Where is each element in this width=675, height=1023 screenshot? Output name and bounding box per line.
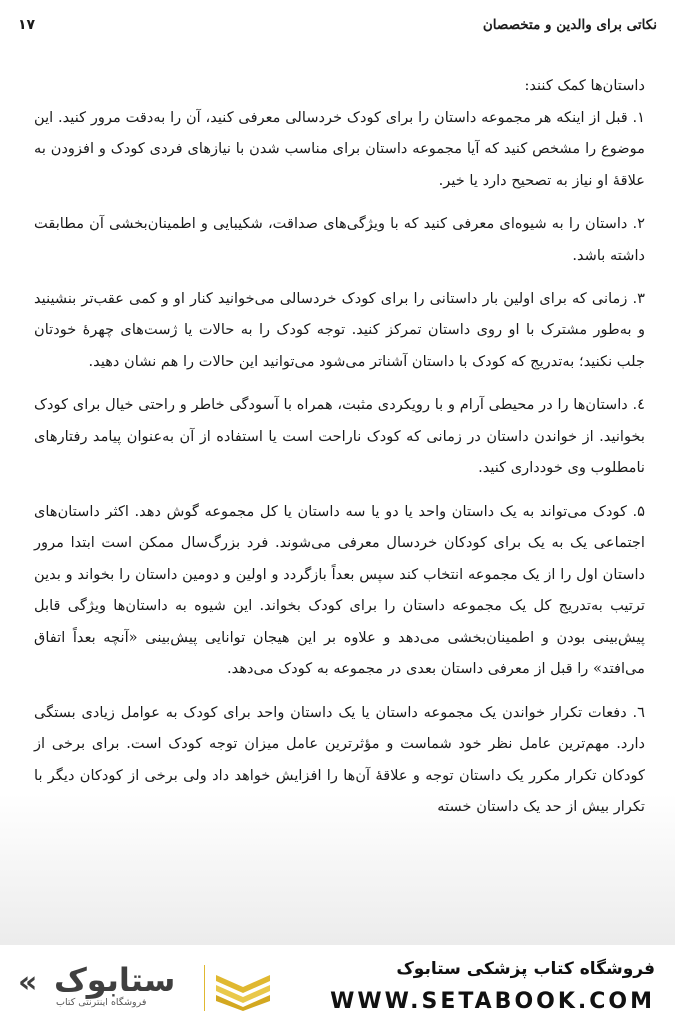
item-text: دفعات تکرار خواندن یک مجموعه داستان یا یک داستان واحد برای کودک به عوامل زیادی بستگی دارد. مهم‌ترین عامل نظر خود شماست و مؤثرترین عامل میزان توجه کودک است. برای برخی از کودکان تکرار مکرر یک داستان توجه و علاقهٔ آن‌ها را افزایش خواهد داد ولی برخی از کودکان دیگر با تکرار بیش از حد یک داستان خسته [34, 703, 645, 816]
logo-subtitle: فروشگاه اینترنتی کتاب [56, 997, 147, 1008]
setabook-logo[interactable] [18, 963, 288, 1013]
item-text: داستان را به شیوه‌ای معرفی کنید که با ویژگی‌های صداقت، شکیبایی و اطمینان‌بخشی آن مطابقت داشته باشد. [34, 214, 645, 264]
item-text: کودک می‌تواند به یک داستان واحد یا دو یا سه داستان یا کل مجموعه گوش دهد. اکثر داستان‌های اجتماعی یک به یک برای کودکان خردسال معرفی می‌شوند. فرد بزرگ‌سال ممکن است ابتدا مرور داستان اول را از یک مجموعه انتخاب کند سپس بعداً بازگردد و اولین و دومین داستان را بخواند و بدین ترتیب به‌تدریج کل یک مجموعه داستان را برای کودک بخواند. این شیوه به داستان‌ها ویژگی قابل پیش‌بینی بودن و اطمینان‌بخشی می‌دهد و علاوه بر این هیجان توانایی پیش‌بینی «آنچه بعداً اتفاق می‌افتد» را قبل از معرفی داستان بعدی در مجموعه به کودک می‌دهد. [34, 502, 646, 678]
double-chevron-icon: « [18, 965, 32, 1000]
store-url-link[interactable]: WWW.SETABOOK.COM [330, 989, 655, 1014]
item-number: ٦. [632, 703, 645, 721]
logo-divider [204, 965, 205, 1011]
list-item [34, 102, 645, 197]
item-number: ۳. [632, 289, 645, 307]
item-number: ۵. [632, 502, 645, 520]
list-item [34, 389, 645, 484]
logo-wordmark: ستابوک [54, 961, 176, 999]
item-text: قبل از اینکه هر مجموعه داستان را برای کودک خردسالی معرفی کنید، آن را به‌دقت مرور کنید. این موضوع را مشخص کنید که آیا مجموعه داستان برای مناسب شدن با نیازهای فردی کودک و افزودن به علاقهٔ او نیاز به تصحیح دارد یا خیر. [34, 108, 645, 189]
item-text: زمانی که برای اولین بار داستانی را برای کودک خردسالی می‌خوانید کنار او و کمی عقب‌تر بنشینید و به‌طور مشترک با او روی داستان تمرکز کنید. توجه کودک را به حالات یا ژست‌های چهرهٔ خودتان جلب نکنید؛ به‌تدریج که کودک با داستان آشناتر می‌شود می‌توانید این حالات را هم نشان دهید. [34, 289, 645, 370]
list-item [34, 697, 645, 823]
list-item [34, 496, 645, 686]
page-number: ۱۷ [18, 17, 36, 33]
running-title: نکاتی برای والدین و متخصصان [482, 17, 657, 33]
item-number: ۲. [632, 214, 645, 232]
page-header [18, 10, 657, 40]
book-stack-icon [212, 967, 274, 1011]
item-number: ۱. [632, 108, 645, 126]
list-item [34, 208, 645, 271]
tips-list [34, 102, 645, 823]
page-body [34, 70, 645, 835]
list-item [34, 283, 645, 378]
item-number: ٤. [632, 396, 645, 414]
store-info [330, 959, 655, 1014]
intro-line: داستان‌ها کمک کنند: [524, 77, 645, 94]
item-text: داستان‌ها را در محیطی آرام و با رویکردی مثبت، همراه با آسودگی خاطر و راحتی خیال برای کودک بخوانید. از خواندن داستان در زمانی که کودک ناراحت است یا استفاده از آن به‌عنوان پیامد رفتارهای نامطلوب وی خودداری کنید. [34, 396, 645, 477]
store-footer-banner [0, 945, 675, 1023]
store-name: فروشگاه کتاب پزشکی ستابوک [396, 959, 655, 979]
